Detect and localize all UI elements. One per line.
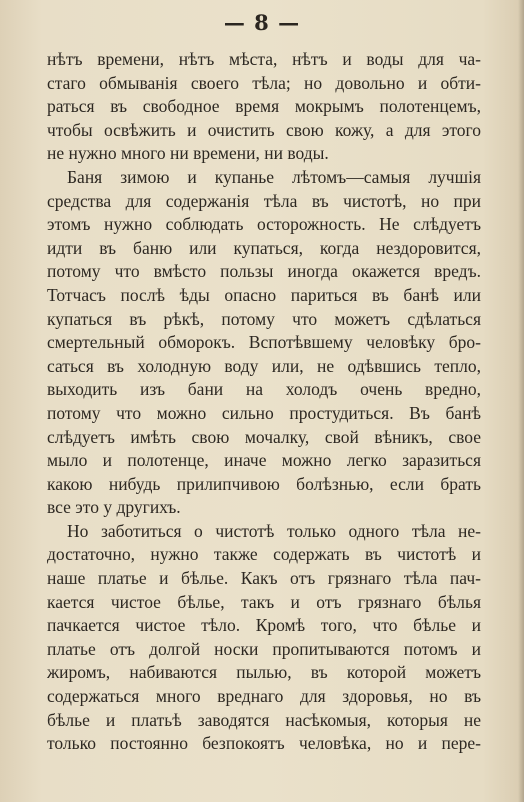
- text-line: мыло и полотенце, иначе можно легко заразиться: [47, 450, 481, 471]
- text-line: идти въ баню или купаться, когда нездоровится,: [47, 237, 481, 258]
- text-line: саться въ холодную воду или, не одѣвшись тепло,: [47, 355, 481, 376]
- text-line: какою нибудь прилипчивою болѣзнью, если брать: [47, 473, 481, 494]
- text-line: Баня зимою и купанье лѣтомъ—самыя лучшія: [67, 166, 481, 187]
- text-line: бѣлье и платьѣ заводятся насѣкомыя, которыя не: [47, 709, 481, 730]
- body-text: [47, 48, 481, 756]
- text-line: пачкается чистое тѣло. Кромѣ того, что бѣлье и: [47, 615, 481, 636]
- text-line: только постоянно безпокоятъ человѣка, но и пере-: [47, 733, 481, 754]
- text-line: средства для содержанія тѣла въ чистотѣ, но при: [47, 190, 481, 211]
- text-line: жиромъ, набиваются пылью, въ которой можетъ: [47, 662, 481, 683]
- text-line: не нужно много ни времени, ни воды.: [47, 143, 329, 164]
- text-line: этомъ нужно соблюдать осторожность. Не слѣдуетъ: [47, 214, 481, 235]
- text-line: кается чистое бѣлье, такъ и отъ грязнаго бѣлья: [47, 591, 481, 612]
- text-line: достаточно, нужно также содержать въ чистотѣ и: [47, 544, 481, 565]
- text-line: Тотчасъ послѣ ѣды опасно париться въ банѣ или: [47, 284, 481, 305]
- text-line: чтобы освѣжить и очистить свою кожу, а для этого: [47, 119, 481, 140]
- text-line: смертельный обморокъ. Вспотѣвшему человѣку бро-: [47, 332, 481, 353]
- text-line: потому что вмѣсто пользы иногда окажется вредъ.: [47, 261, 481, 282]
- text-line: нѣтъ времени, нѣтъ мѣста, нѣтъ и воды для ча-: [47, 49, 481, 69]
- page-number: — 8 —: [223, 10, 301, 35]
- text-line: Но заботиться о чистотѣ только одного тѣла не-: [67, 520, 481, 541]
- text-line: содержаться много вреднаго для здоровья, но въ: [47, 686, 481, 707]
- text-line: все это у другихъ.: [47, 497, 181, 518]
- text-line: слѣдуетъ имѣть свою мочалку, свой вѣникъ, свое: [47, 426, 481, 447]
- text-line: выходить изъ бани на холодъ очень вредно,: [47, 379, 481, 400]
- text-line: купаться въ рѣкѣ, потому что можетъ сдѣлаться: [47, 308, 481, 329]
- text-line: наше платье и бѣлье. Какъ отъ грязнаго тѣла пач-: [47, 568, 481, 589]
- text-line: платье отъ долгой носки пропитываются потомъ и: [47, 638, 481, 659]
- text-line: потому что можно сильно простудиться. Въ банѣ: [47, 402, 481, 423]
- page-edge-shadow: [518, 0, 524, 802]
- text-line: раться въ свободное время мокрымъ полотенцемъ,: [47, 96, 481, 117]
- text-line: стаго обмыванія своего тѣла; но довольно и обти-: [47, 72, 481, 93]
